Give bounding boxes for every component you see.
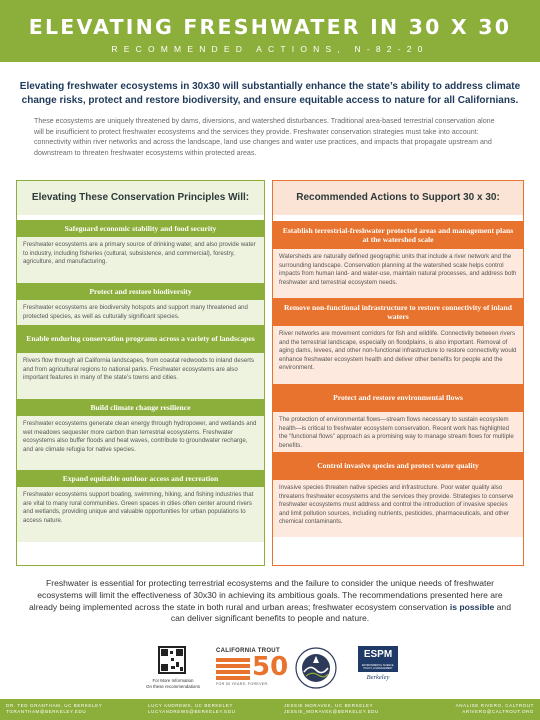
page-title: ELEVATING FRESHWATER IN 30 X 30 bbox=[28, 15, 512, 39]
espm-box bbox=[358, 646, 398, 672]
actions-title: Recommended Actions to Support 30 x 30: bbox=[273, 181, 523, 215]
contact-email[interactable]: JESSIE_MORAVEK@BERKELEY.EDU bbox=[284, 709, 379, 714]
caltrout-stripe bbox=[216, 676, 250, 680]
principle-heading-conservation: Enable enduring conservation programs across a variety of landscapes bbox=[17, 325, 264, 353]
contact-name: LUCY ANDREWS, UC BERKELEY bbox=[148, 703, 233, 708]
actions-column bbox=[272, 180, 524, 566]
contact-moravek bbox=[284, 703, 379, 715]
action-body-invasive: Invasive species threaten native species and infrastructure. Poor water quality also threatens freshwater ecosystems and the services they provide. Strategies to conserve freshwater ecosystems must address and control the introduction of invasive species and limit pollution sources, including nutrients, pesticides, pharmaceuticals, and other chemical contaminants. bbox=[273, 480, 523, 537]
principle-body-biodiversity: Freshwater ecosystems are biodiversity hotspots and support many threatened and protected species, as well as culturally significant species. bbox=[17, 300, 264, 325]
contact-name: DR. TED GRANTHAM, UC BERKELEY bbox=[6, 703, 103, 708]
caltrout-tagline: FOR 50 YEARS. FOREVER. bbox=[216, 682, 269, 686]
qr-caption bbox=[138, 678, 208, 690]
page-header bbox=[0, 0, 540, 62]
espm-full: ENVIRONMENTAL SCIENCE, POLICY, & MANAGEMENT bbox=[361, 664, 395, 670]
qr-code[interactable] bbox=[158, 646, 186, 674]
contact-andrews bbox=[148, 703, 236, 715]
lead-statement: Elevating freshwater ecosystems in 30x30 will substantially enhance the state’s ability to address climate change risks, protect and restore biodiversity, and ensure equitable access to nature for all Californians. bbox=[19, 81, 521, 106]
principle-heading-recreation: Expand equitable outdoor access and recreation bbox=[17, 470, 264, 487]
caltrout-stripe bbox=[216, 658, 250, 662]
espm-short: ESPM bbox=[363, 649, 393, 660]
principle-body-economic: Freshwater ecosystems are a primary source of drinking water, and also provide water to industry, including fisheries (cultural, subsistence, and commercial), forestry, agriculture, and manufacturing. bbox=[17, 237, 264, 283]
qr-caption-line-1: For More Information bbox=[152, 678, 194, 683]
principle-heading-economic: Safeguard economic stability and food security bbox=[17, 220, 264, 237]
contact-grantham bbox=[6, 703, 102, 715]
action-body-flows: The protection of environmental flows—stream flows necessary to sustain ecosystem health—is critical to freshwater ecosystem conservation. Recent work has highlighted the “functional flows” approach as a promising way to manage stream flows for multiple benefits. bbox=[273, 412, 523, 452]
principles-column bbox=[16, 180, 265, 566]
closing-text-end: and can deliver significant benefits to people and nature. bbox=[170, 601, 511, 624]
closing-statement bbox=[28, 578, 512, 625]
contact-name: JESSIE MORAVEK, UC BERKELEY bbox=[284, 703, 374, 708]
contact-footer bbox=[0, 699, 540, 720]
contact-rivero bbox=[456, 703, 534, 715]
action-heading-watershed: Establish terrestrial-freshwater protected areas and management plans at the watershed scale bbox=[273, 221, 523, 249]
page-subtitle: RECOMMENDED ACTIONS, N-82-20 bbox=[111, 44, 429, 54]
caltrout-stripe bbox=[216, 664, 250, 668]
contact-email[interactable]: ARIVERO@CALTROUT.ORG bbox=[462, 709, 534, 714]
qr-caption-line-2: On these recommendations bbox=[146, 684, 200, 689]
caltrout-stripe bbox=[216, 670, 250, 674]
partner-logos bbox=[0, 646, 540, 698]
action-body-watershed: Watersheds are naturally defined geographic units that include a river network and the surrounding landscape. Conservation planning at the watershed scale helps control impacts from human land- and water-use, maintain natural processes, and address both freshwater and terrestrial ecosystem needs. bbox=[273, 249, 523, 298]
intro-paragraph: These ecosystems are uniquely threatened by dams, diversions, and watershed disturbances. Traditional area-based terrestrial conservation alone will be insufficient to protect freshwater ecosystems and the services they provide. Freshwater conservation strategies must take into account: connectivity within river networks and across the landscape, land use changes and water use practices, and impacts that propagate upstream and downstream to threaten freshwater ecosystems within protected areas. bbox=[34, 117, 495, 157]
caltrout-fifty: 50 bbox=[252, 652, 289, 682]
principles-title: Elevating These Conservation Principles Will: bbox=[17, 181, 264, 215]
action-heading-flows: Protect and restore environmental flows bbox=[273, 384, 523, 412]
principle-body-recreation: Freshwater ecosystems support boating, swimming, hiking, and fishing industries that are vital to many rural communities. Green spaces in cities often center around rivers and wetlands, providing unique and valuable opportunities for urban populations to access nature. bbox=[17, 487, 264, 542]
watershed-center-logo bbox=[294, 646, 338, 690]
contact-name: ANALISE RIVERO, CALTROUT bbox=[455, 703, 534, 708]
berkeley-wordmark: Berkeley bbox=[366, 674, 390, 681]
caltrout-name: CALIFORNIA TROUT bbox=[216, 648, 280, 654]
principle-heading-climate: Build climate change resilience bbox=[17, 399, 264, 416]
principle-body-climate: Freshwater ecosystems generate clean energy through hydropower, and wetlands and wet meadows sequester more carbon than terrestrial ecosystems. Freshwater ecosystems also buffer floods and heat waves, contribute to groundwater recharge, and are climate refugia for native species. bbox=[17, 416, 264, 470]
action-heading-invasive: Control invasive species and protect water quality bbox=[273, 452, 523, 480]
caltrout-logo bbox=[216, 648, 289, 688]
closing-emphasis: is possible bbox=[449, 601, 495, 612]
action-heading-connectivity: Remove non-functional infrastructure to restore connectivity of inland waters bbox=[273, 298, 523, 326]
closing-text: Freshwater is essential for protecting terrestrial ecosystems and the failure to consider the unique needs of freshwater ecosystems will limit the effectiveness of 30x30 in achieving its ambitious goals. The recommendations presented here are already being implemented across the state in both rural and urban areas; freshwater ecosystem conservation bbox=[29, 578, 503, 612]
espm-logo bbox=[358, 646, 398, 686]
contact-email[interactable]: TGRANTHAM@BERKELEY.EDU bbox=[6, 709, 87, 714]
principle-body-conservation: Rivers flow through all California landscapes, from coastal redwoods to inland deserts and from agricultural regions to national parks. Freshwater ecosystems are also important features in many of the state’s towns and cities. bbox=[17, 353, 264, 399]
principle-heading-biodiversity: Protect and restore biodiversity bbox=[17, 283, 264, 300]
action-body-connectivity: River networks are movement corridors for fish and wildlife. Connectivity between rivers and the terrestrial landscape, especially on floodplains, is also important. Removal of aging dams, levees, and other non-functional infrastructure to restore connectivity would enhance freshwater ecosystem health and deliver other benefits for people and the environment. bbox=[273, 326, 523, 384]
contact-email[interactable]: LUCYANDREWS@BERKELEY.EDU bbox=[148, 709, 236, 714]
